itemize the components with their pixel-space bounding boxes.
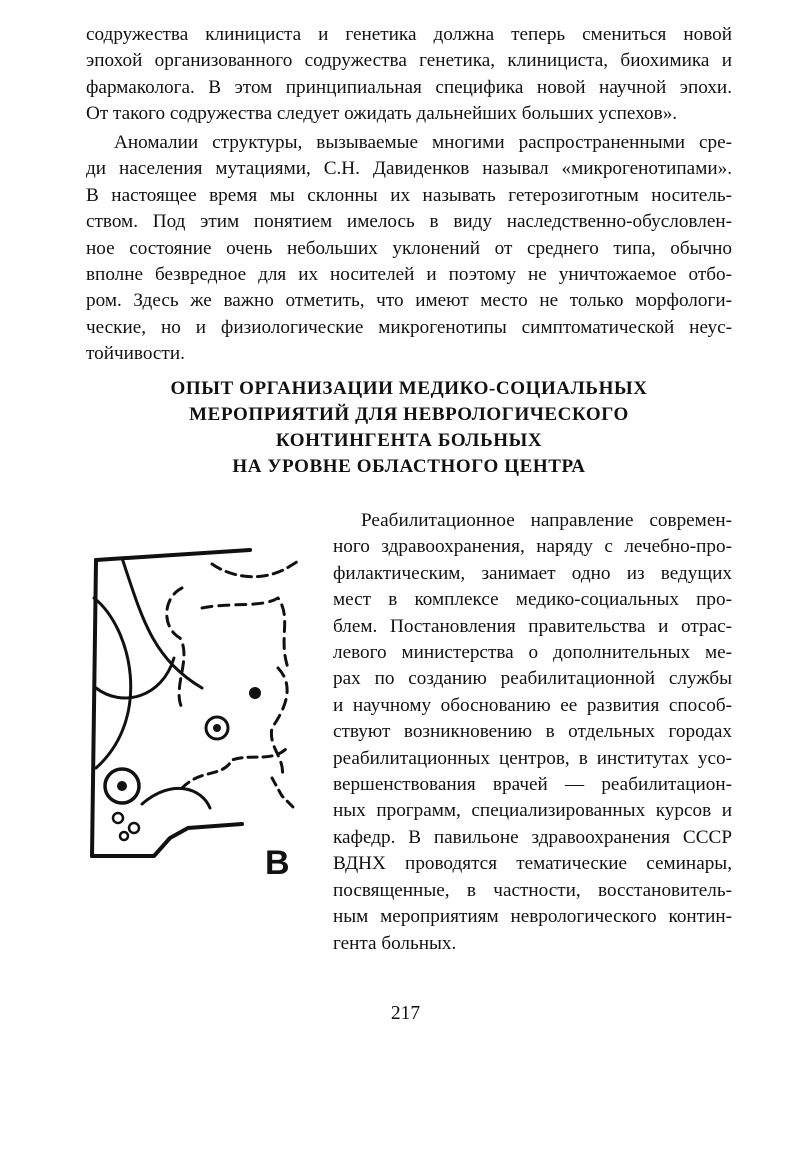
- paragraph-rehabilitation: [333, 508, 732, 957]
- page-number: 217: [390, 1003, 421, 1024]
- map-illustration: [82, 538, 314, 890]
- text-line: ди населения мутациями, С.Н. Давиденков называл «микрогенотипами».: [86, 158, 732, 180]
- text-line: ное состояние очень небольших уклонений от среднего типа, обычно: [86, 237, 732, 259]
- paragraph-continuation: [86, 22, 732, 128]
- text-line: ным мероприятиям неврологического контин-: [333, 906, 732, 928]
- text-line: реабилитационных центров, в институтах усо-: [333, 747, 732, 769]
- text-line: ческие, но и физиологические микрогенотипы симптоматической неус-: [86, 316, 732, 338]
- text-line: ВДНХ проводятся тематические семинары,: [333, 853, 732, 875]
- section-heading: [86, 376, 732, 480]
- text-line: ствуют возникновению в отдельных городах: [333, 721, 732, 743]
- text-line: Реабилитационное направление современ-: [361, 510, 732, 531]
- text-line: рах по созданию реабилитационной службы: [333, 668, 732, 690]
- text-line: ных программ, специализированных курсов и: [333, 800, 732, 822]
- text-line: ного здравоохранения, наряду с лечебно-про-: [333, 536, 732, 558]
- text-line: эпохой организованного содружества генетика, клинициста, биохимика и: [86, 50, 732, 72]
- heading-line: КОНТИНГЕНТА БОЛЬНЫХ: [275, 430, 543, 451]
- monogram-letter: В: [265, 844, 284, 882]
- text-line: и научному обоснованию ее развития способ-: [333, 694, 732, 716]
- text-line: гента больных.: [333, 932, 457, 954]
- text-line: ством. Под этим понятием имелось в виду наследственно-обусловлен-: [86, 211, 732, 233]
- text-line: вершенствования врачей — реабилитацион-: [333, 774, 732, 796]
- region-map-drawing: [82, 538, 314, 890]
- text-line: Аномалии структуры, вызываемые многими распространенными сре-: [114, 132, 732, 153]
- text-line: тойчивости.: [86, 343, 185, 365]
- text-line: филактическим, занимает одно из ведущих: [333, 562, 732, 584]
- heading-line: ОПЫТ ОРГАНИЗАЦИИ МЕДИКО-СОЦИАЛЬНЫХ: [170, 378, 648, 399]
- heading-line: НА УРОВНЕ ОБЛАСТНОГО ЦЕНТРА: [232, 456, 586, 477]
- text-line: вполне безвредное для их носителей и поэтому не уничтожаемое отбо-: [86, 264, 732, 286]
- text-line: посвященные, в частности, восстановитель-: [333, 879, 732, 901]
- text-line: левого министерства о дополнительных ме-: [333, 642, 732, 664]
- text-line: В настоящее время мы склонны их называть гетерозиготным носитель-: [86, 184, 732, 206]
- text-line: кафедр. В павильоне здравоохранения СССР: [333, 826, 732, 848]
- text-line: фармаколога. В этом принципиальная специфика новой научной эпохи.: [86, 76, 732, 98]
- paragraph-microgenotypes: [86, 130, 732, 368]
- text-line: ром. Здесь же важно отметить, что имеют место не только морфологи-: [86, 290, 732, 312]
- text-line: От такого содружества следует ожидать дальнейших больших успехов».: [86, 103, 678, 125]
- text-line: мест в комплексе медико-социальных про-: [333, 589, 732, 611]
- text-line: блем. Постановления правительства и отрас-: [333, 615, 732, 637]
- text-line: содружества клинициста и генетика должна теперь смениться новой: [86, 24, 732, 45]
- monogram-logo: [265, 846, 284, 880]
- heading-line: МЕРОПРИЯТИЙ ДЛЯ НЕВРОЛОГИЧЕСКОГО: [189, 404, 629, 425]
